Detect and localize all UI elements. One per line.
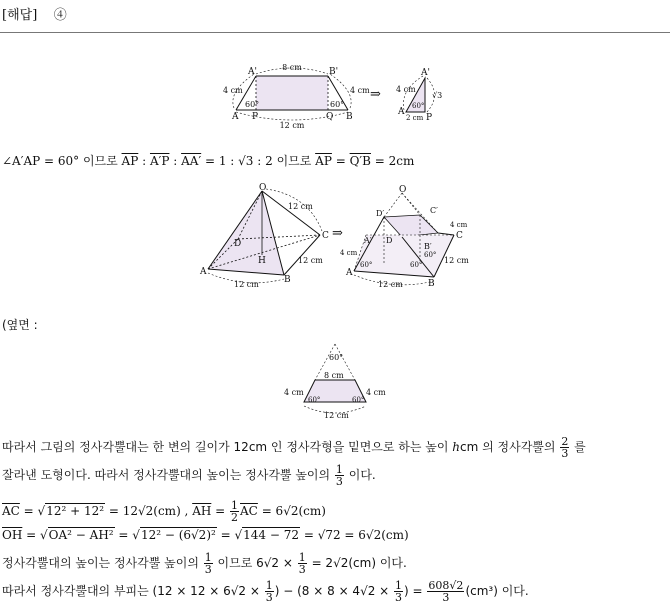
tri-root3: √3 <box>432 91 443 100</box>
side-right-angle: 60° <box>352 396 365 404</box>
edge-ab-length: 12 cm <box>234 280 259 289</box>
side-bottom-length: 12 cm <box>324 411 349 420</box>
top-face <box>384 215 438 237</box>
label-a: A <box>200 267 207 277</box>
arrow-icon: ⇒ <box>332 226 343 241</box>
side-left-length: 4 cm <box>284 388 304 397</box>
height-line: 정사각뿔대의 높이는 정사각뿔 높이의 $\frac{1}{3}$ 이므로 6√2 × $\frac{1}{3}$ = 2√2(cm) 이다. <box>2 551 407 576</box>
label-d-prime: D′ <box>376 209 385 218</box>
top-length: 8 cm <box>282 63 302 72</box>
tri-label-a-prime: A' <box>421 68 430 78</box>
para1-text-4: 잘라낸 도형이다. 따라서 정사각뿔대의 높이는 정사각뿔 높이의 <box>2 468 334 482</box>
segment-ap-2: $\overline{AP}$ <box>315 154 332 168</box>
segment-ac: $\overline{AC}$ <box>2 504 20 518</box>
edge-bc <box>284 235 320 275</box>
radicand-oa-ah: OA² − AH² <box>48 528 114 542</box>
angle-3: 60° <box>424 251 437 259</box>
angle-1: 60° <box>360 261 373 269</box>
ratio-sep-2: : <box>169 154 182 168</box>
angle-2: 60° <box>410 261 423 269</box>
radicand-3: 144 − 72 <box>243 528 300 542</box>
tri-label-a: A <box>398 107 405 117</box>
side-face-figure <box>280 340 390 420</box>
fraction-one-third-a: $\frac{1}{3}$ <box>204 551 212 576</box>
label-c2: C <box>456 231 463 241</box>
radicand-2: 12² − (6√2)² <box>140 528 216 542</box>
tri-side-length: 4 cm <box>396 85 416 94</box>
right-angle: 60° <box>330 100 345 109</box>
segment-aa-prime: AA′ <box>181 154 202 168</box>
arrow-icon: ⇒ <box>370 87 381 102</box>
label-o: O <box>259 183 267 193</box>
fraction-two-thirds: $\frac{2}{3}$ <box>561 435 569 460</box>
para1-h: h <box>452 440 461 454</box>
fraction-one-third-b: $\frac{1}{3}$ <box>298 551 306 576</box>
label-a: A <box>232 112 239 122</box>
answer-header <box>2 4 67 23</box>
segment-ah: $\overline{AH}$ <box>192 504 212 518</box>
paragraph-1-line-2 <box>2 464 376 487</box>
label-o2: O <box>399 185 407 195</box>
answer-label: [해답] <box>2 8 38 23</box>
tri-label-p: P <box>426 113 433 123</box>
label-b2: B <box>428 279 435 289</box>
ratio-line <box>2 152 414 169</box>
segment-ap: $\overline{AP}$ <box>121 154 139 168</box>
label-p: P <box>252 112 259 122</box>
fraction-vol-b: $\frac{1}{3}$ <box>395 579 403 604</box>
fraction-one-third: $\frac{1}{3}$ <box>335 463 343 488</box>
left-length: 4 cm <box>223 86 243 95</box>
segment-a-prime-p: A′P <box>149 154 170 168</box>
edge-bc-length: 12 cm <box>298 256 323 265</box>
shaded-rectangle <box>256 76 328 110</box>
side-view-label: (옆면 : <box>2 318 38 332</box>
trapezoid-figure <box>220 62 460 132</box>
label-b: B <box>284 275 291 285</box>
tri-angle: 60° <box>412 102 425 110</box>
ratio-text-2: = 1 : √3 : 2 이므로 <box>201 154 316 168</box>
segment-oh: $\overline{OH}$ <box>2 528 23 542</box>
frustum-bottom-length: 12 cm <box>378 280 403 289</box>
tri-base-length: 2 cm <box>406 114 424 122</box>
edge-4cm-top: 4 cm <box>450 221 468 229</box>
segment-q-prime-b: Q′B <box>349 154 371 168</box>
radicand-1: 12² + 12² <box>46 504 105 518</box>
label-d2: D <box>386 236 393 245</box>
label-a-prime: A′ <box>364 236 372 245</box>
equation-oh: $\overline{OH} = √OA^2 - AH^2 = √12^2 - (6√2)^2 = √144 - 72 = √72 = 6√2(cm)$ <box>2 528 409 542</box>
frustum-side-length: 12 cm <box>444 256 469 265</box>
label-a-prime: A' <box>248 67 257 77</box>
para1-text-1: 따라서 그림의 정사각뿔대는 한 변의 길이가 12cm 인 정사각형을 밑면으로 하는 높이 <box>2 440 453 454</box>
equation-ac-ah: $\overline{AC} = √12^2 + 12^2 = 12√2(cm)$ , $\overline{AH}$ = $\frac{1}{2}$ $\overline{AC} = 6√2(cm)$ <box>2 499 326 524</box>
label-b-prime: B' <box>329 67 339 77</box>
ratio-eq: = <box>331 154 350 168</box>
answer-choice: ④ <box>53 8 67 23</box>
side-top-length: 8 cm <box>324 371 344 380</box>
apex-angle: 60° <box>329 353 344 362</box>
label-d: D <box>234 239 242 249</box>
segment-ac-2: $\overline{AC}$ <box>240 504 258 518</box>
paragraph-1-line-1 <box>2 436 586 459</box>
right-length: 4 cm <box>350 86 370 95</box>
label-a2: A <box>346 268 353 278</box>
side-left-angle: 60° <box>308 396 321 404</box>
para1-text-2: cm 의 정사각뿔의 <box>460 440 560 454</box>
cut-edge-1 <box>384 193 402 217</box>
label-c: C <box>322 231 329 241</box>
bottom-length: 12 cm <box>279 121 305 130</box>
ratio-sep-1: : <box>138 154 150 168</box>
side-right-length: 4 cm <box>366 388 386 397</box>
volume-line: 따라서 정사각뿔대의 부피는 (12 × 12 × 6√2 × $\frac{1}{3}$ ) − (8 × 8 × 4√2 × $\frac{1}{3}$ ) = $\frac{608√2}{3}$ (cm³) 이다. <box>2 579 529 604</box>
edge-4cm-left: 4 cm <box>340 249 358 257</box>
pyramid-figure <box>198 183 478 293</box>
para1-text-3: 를 <box>570 440 586 454</box>
label-q: Q <box>326 112 334 122</box>
label-h: H <box>258 256 266 266</box>
fraction-volume-result: $\frac{608√2}{3}$ <box>428 579 464 604</box>
left-angle: 60° <box>245 100 260 109</box>
label-b: B <box>346 112 353 122</box>
label-b-prime: B′ <box>424 242 432 251</box>
fraction-one-half: $\frac{1}{2}$ <box>231 499 239 524</box>
label-c-prime: C′ <box>430 206 438 215</box>
fraction-vol-a: $\frac{1}{3}$ <box>265 579 273 604</box>
lat-edge-c <box>438 233 454 235</box>
para1-text-5: 이다. <box>344 468 376 482</box>
header-divider <box>0 32 670 33</box>
ratio-text-1: ∠A′AP = 60° 이므로 <box>2 154 122 168</box>
edge-oc-length: 12 cm <box>288 202 313 211</box>
ratio-text-3: = 2cm <box>370 154 415 168</box>
